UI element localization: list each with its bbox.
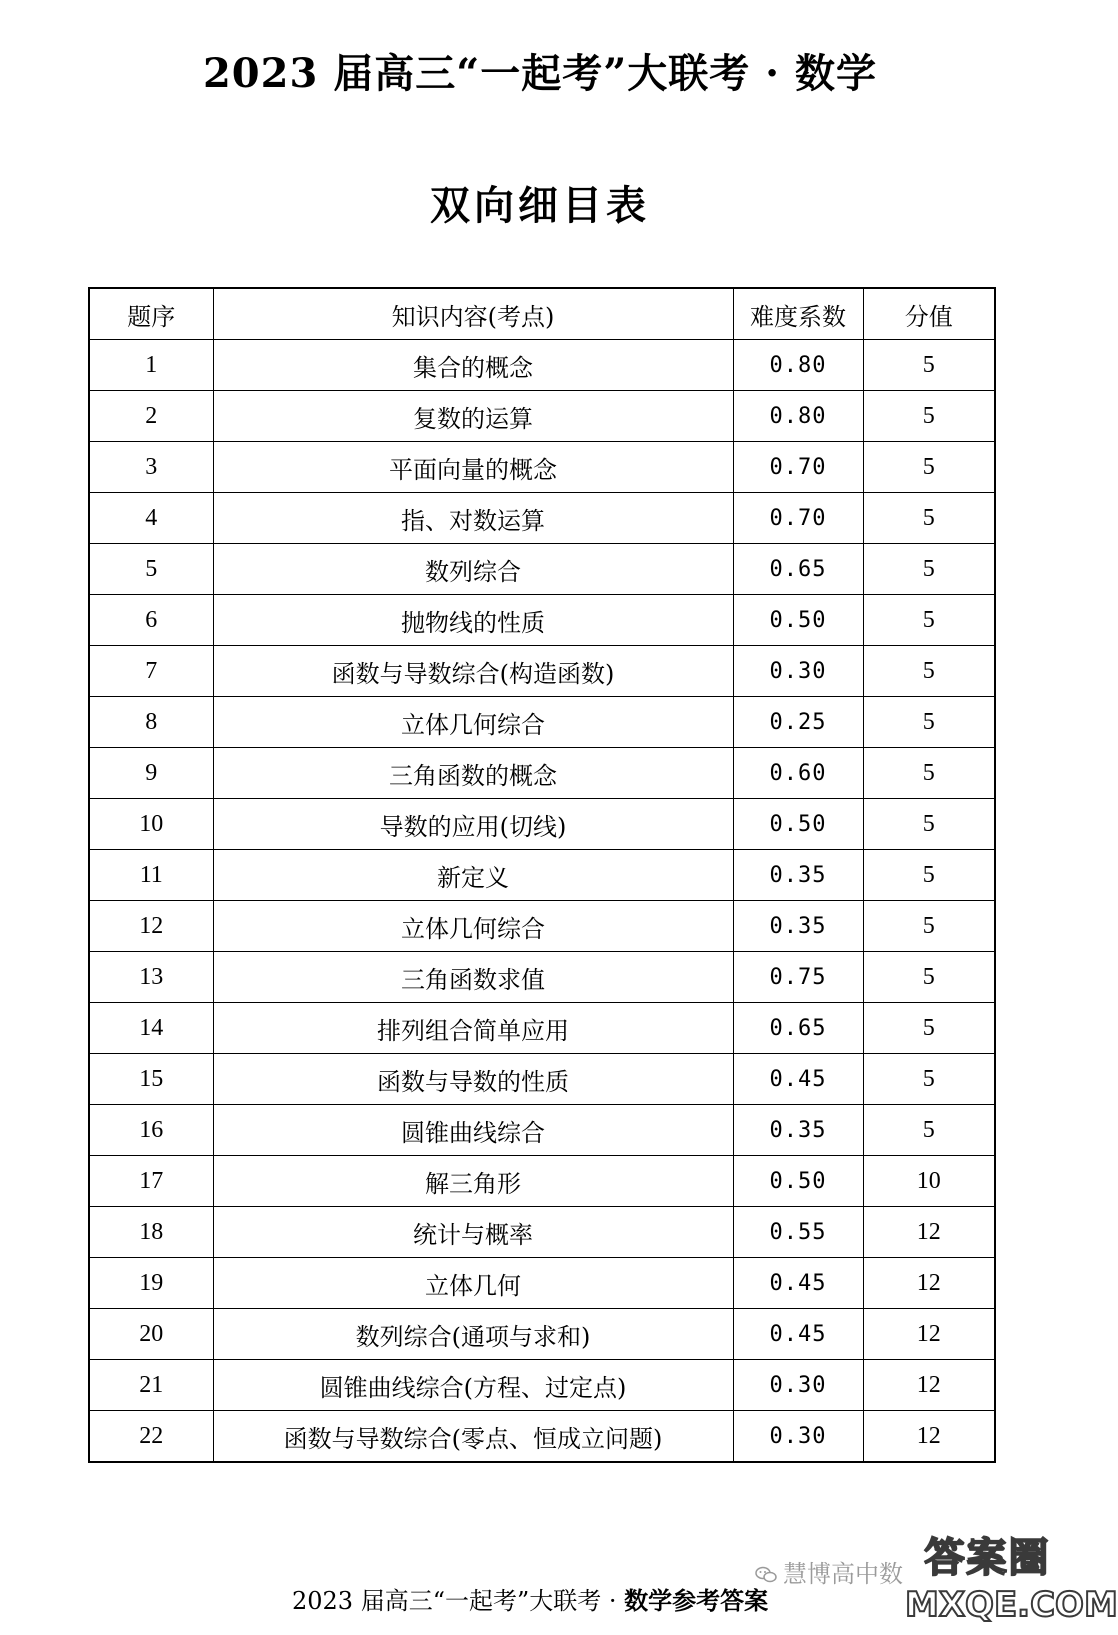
cell-difficulty: 0.30 [733,1360,863,1411]
cell-score: 5 [863,391,995,442]
table-body [89,340,995,1463]
cell-question-number: 10 [89,799,213,850]
cell-score: 5 [863,748,995,799]
cell-knowledge-content: 立体几何 [213,1258,733,1309]
footer-exam-name: 2023 届高三“一起考”大联考 · [292,1587,625,1615]
cell-score: 5 [863,340,995,391]
footer-answer-label: 数学参考答案 [624,1586,769,1615]
table-row [89,1054,995,1105]
cell-score: 12 [863,1360,995,1411]
cell-knowledge-content: 立体几何综合 [213,697,733,748]
cell-difficulty: 0.65 [733,544,863,595]
cell-question-number: 14 [89,1003,213,1054]
cell-knowledge-content: 三角函数的概念 [213,748,733,799]
cell-knowledge-content: 三角函数求值 [213,952,733,1003]
cell-knowledge-content: 立体几何综合 [213,901,733,952]
table-header-row [89,288,995,340]
table-row [89,646,995,697]
table-row [89,1105,995,1156]
table-row [89,697,995,748]
cell-score: 5 [863,442,995,493]
watermark [755,1532,1118,1630]
cell-knowledge-content: 复数的运算 [213,391,733,442]
cell-difficulty: 0.55 [733,1207,863,1258]
cell-question-number: 11 [89,850,213,901]
cell-difficulty: 0.35 [733,850,863,901]
cell-question-number: 18 [89,1207,213,1258]
cell-knowledge-content: 函数与导数综合(零点、恒成立问题) [213,1411,733,1463]
header-score: 分值 [863,288,995,340]
table-row [89,799,995,850]
cell-question-number: 8 [89,697,213,748]
cell-difficulty: 0.30 [733,646,863,697]
cell-score: 10 [863,1156,995,1207]
page-footer [292,1585,768,1617]
document-title: 2023 届高三“一起考”大联考 · 数学 [202,50,878,97]
table-row [89,1411,995,1463]
table-row [89,1309,995,1360]
cell-question-number: 1 [89,340,213,391]
cell-question-number: 12 [89,901,213,952]
cell-score: 12 [863,1258,995,1309]
cell-knowledge-content: 解三角形 [213,1156,733,1207]
cell-knowledge-content: 指、对数运算 [213,493,733,544]
cell-difficulty: 0.60 [733,748,863,799]
cell-knowledge-content: 圆锥曲线综合(方程、过定点) [213,1360,733,1411]
cell-score: 5 [863,1003,995,1054]
cell-question-number: 13 [89,952,213,1003]
cell-score: 12 [863,1207,995,1258]
cell-question-number: 21 [89,1360,213,1411]
cell-knowledge-content: 新定义 [213,850,733,901]
cell-question-number: 5 [89,544,213,595]
cell-difficulty: 0.45 [733,1309,863,1360]
cell-score: 5 [863,1054,995,1105]
cell-question-number: 4 [89,493,213,544]
cell-knowledge-content: 导数的应用(切线) [213,799,733,850]
cell-difficulty: 0.45 [733,1054,863,1105]
table-row [89,1003,995,1054]
cell-difficulty: 0.50 [733,1156,863,1207]
table-row [89,442,995,493]
cell-difficulty: 0.80 [733,340,863,391]
cell-question-number: 6 [89,595,213,646]
table-row [89,595,995,646]
cell-score: 5 [863,595,995,646]
watermark-account-name: 慧博高中数 [783,1560,903,1588]
cell-score: 12 [863,1309,995,1360]
cell-score: 5 [863,697,995,748]
cell-knowledge-content: 集合的概念 [213,340,733,391]
table-row [89,340,995,391]
cell-knowledge-content: 平面向量的概念 [213,442,733,493]
cell-score: 5 [863,493,995,544]
watermark-badge-title: 答案圈 [924,1535,1051,1581]
cell-score: 5 [863,544,995,595]
cell-question-number: 2 [89,391,213,442]
table-title: 双向细目表 [430,183,650,229]
cell-knowledge-content: 函数与导数的性质 [213,1054,733,1105]
cell-question-number: 22 [89,1411,213,1463]
cell-difficulty: 0.80 [733,391,863,442]
cell-knowledge-content: 圆锥曲线综合 [213,1105,733,1156]
cell-question-number: 7 [89,646,213,697]
table-row [89,1156,995,1207]
cell-score: 12 [863,1411,995,1463]
cell-knowledge-content: 抛物线的性质 [213,595,733,646]
wechat-icon [755,1566,777,1584]
table-row [89,493,995,544]
header-difficulty: 难度系数 [733,288,863,340]
cell-score: 5 [863,850,995,901]
cell-knowledge-content: 函数与导数综合(构造函数) [213,646,733,697]
cell-difficulty: 0.45 [733,1258,863,1309]
cell-difficulty: 0.70 [733,442,863,493]
table-row [89,544,995,595]
cell-question-number: 3 [89,442,213,493]
cell-knowledge-content: 数列综合(通项与求和) [213,1309,733,1360]
cell-question-number: 19 [89,1258,213,1309]
watermark-badge-url: MXQE.COM [905,1585,1118,1625]
cell-score: 5 [863,1105,995,1156]
header-question-number: 题序 [89,288,213,340]
cell-question-number: 9 [89,748,213,799]
cell-difficulty: 0.35 [733,1105,863,1156]
cell-score: 5 [863,646,995,697]
cell-difficulty: 0.65 [733,1003,863,1054]
cell-score: 5 [863,901,995,952]
cell-difficulty: 0.50 [733,595,863,646]
cell-question-number: 20 [89,1309,213,1360]
cell-difficulty: 0.25 [733,697,863,748]
table-row [89,1360,995,1411]
header-knowledge-content: 知识内容(考点) [213,288,733,340]
table-row [89,901,995,952]
cell-score: 5 [863,799,995,850]
table-row [89,1207,995,1258]
table-row [89,1258,995,1309]
two-way-specification-table [88,287,996,1463]
watermark-badge [905,1532,1118,1630]
cell-score: 5 [863,952,995,1003]
table-row [89,391,995,442]
cell-question-number: 15 [89,1054,213,1105]
table-row [89,850,995,901]
table-row [89,952,995,1003]
cell-knowledge-content: 统计与概率 [213,1207,733,1258]
cell-knowledge-content: 排列组合简单应用 [213,1003,733,1054]
cell-difficulty: 0.30 [733,1411,863,1463]
cell-difficulty: 0.75 [733,952,863,1003]
cell-difficulty: 0.50 [733,799,863,850]
watermark-account [755,1554,903,1589]
cell-knowledge-content: 数列综合 [213,544,733,595]
table-row [89,748,995,799]
cell-difficulty: 0.35 [733,901,863,952]
cell-difficulty: 0.70 [733,493,863,544]
cell-question-number: 17 [89,1156,213,1207]
cell-question-number: 16 [89,1105,213,1156]
